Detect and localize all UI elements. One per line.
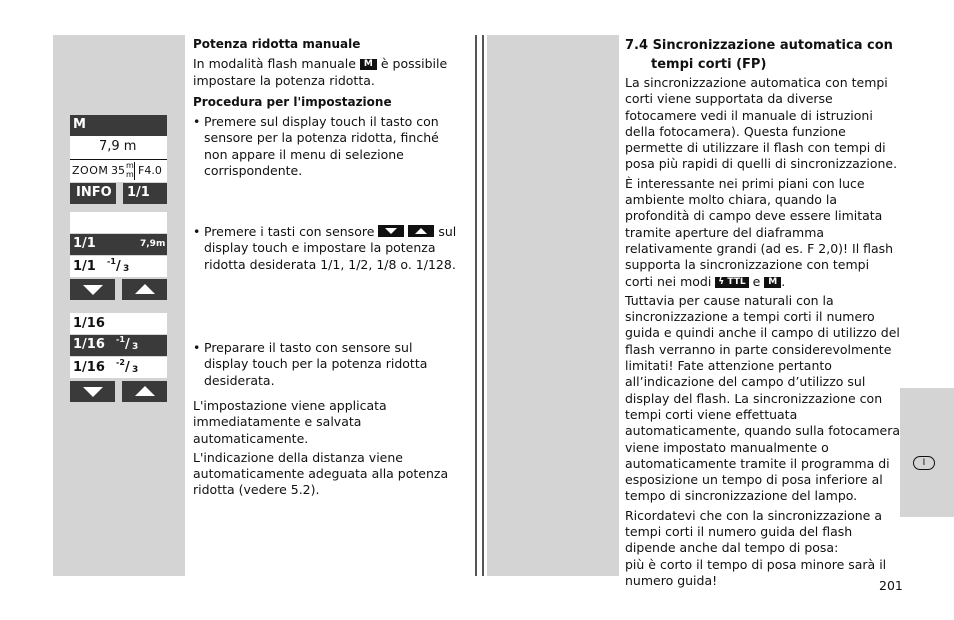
heading-reduced-power: Potenza ridotta manuale bbox=[193, 37, 361, 51]
manual-mode-badge-2: M bbox=[764, 277, 781, 288]
power-row-3[interactable] bbox=[70, 357, 167, 378]
right-paragraph-3: Tuttavia per cause naturali con la sincronizzazione a tempi corti il numero guida e quindi anche il campo di utilizzo del flash verranno in parte considerevolmente limitati! Fate attenzione pertanto all’indicazione del campo d’utilizzo sul display del flash. La sincronizzazione con tempi corti viene effettuata automaticamente, quando sulla fotocamera viene impostato manualmente o automaticamente tramite il programma di esposizione un tempo di posa inferiore al tempo di sincronizzazione del lampo. bbox=[625, 292, 901, 504]
paragraph-distance: L'indicazione della distanza viene automaticamente adeguata alla potenza ridotta (vedere 5.2). bbox=[193, 449, 449, 498]
paragraph-applied: L'impostazione viene applicata immediatamente e salvata automaticamente. bbox=[193, 398, 387, 446]
arrow-down-button[interactable] bbox=[70, 279, 115, 300]
right-paragraph-2-end: . bbox=[781, 273, 786, 289]
zoom-value: 35 bbox=[111, 164, 125, 177]
power-row-2-slash: / bbox=[125, 337, 130, 352]
power-button[interactable] bbox=[123, 183, 167, 204]
power-row-3-main: 1/16 bbox=[73, 360, 105, 375]
left-closing-paragraphs bbox=[193, 398, 458, 502]
left-step-2 bbox=[193, 224, 458, 273]
ttl-mode-badge bbox=[715, 277, 748, 288]
power-button-label: 1/1 bbox=[127, 185, 150, 200]
section-number: 7.4 bbox=[625, 38, 649, 53]
power-step-row[interactable] bbox=[70, 256, 167, 277]
section-title-line-2: tempi corti (FP) bbox=[651, 57, 767, 72]
right-paragraph-2 bbox=[625, 176, 901, 290]
arrow-up-button-2[interactable] bbox=[122, 381, 167, 402]
info-button-label: INFO bbox=[76, 185, 112, 200]
section-title-line-1: Sincronizzazione automatica con bbox=[652, 38, 893, 53]
right-paragraph-4a: Ricordatevi che con la sincronizzazione a tempi corti il numero guida del flash dipende anche dal tempo di posa: bbox=[625, 507, 883, 556]
language-tab bbox=[900, 388, 954, 517]
zoom-unit-bottom: m bbox=[126, 170, 134, 179]
power-row-2-sub: 3 bbox=[132, 342, 139, 352]
arrow-down-button-2[interactable] bbox=[70, 381, 115, 402]
left-step-3 bbox=[193, 340, 458, 389]
power-row-2[interactable] bbox=[70, 335, 167, 356]
step-2 bbox=[193, 224, 458, 273]
power-selected-row[interactable] bbox=[70, 234, 167, 255]
column-divider-right bbox=[482, 35, 484, 576]
zoom-divider bbox=[134, 162, 135, 180]
power-step-main: 1/1 bbox=[73, 259, 96, 274]
heading-procedure: Procedura per l'impostazione bbox=[193, 94, 392, 109]
intro-text-b: è possibile impostare la potenza ridotta. bbox=[193, 56, 448, 88]
steps-list-1 bbox=[193, 114, 458, 179]
right-illustration-column bbox=[487, 35, 619, 576]
right-paragraph-4b: più è corto il tempo di posa minore sarà il numero guida! bbox=[625, 556, 887, 588]
blank-row bbox=[70, 212, 167, 233]
language-tab-label: I bbox=[913, 456, 935, 470]
step-2-text-a: Premere i tasti con sensore bbox=[204, 224, 375, 239]
right-paragraph-2-text: È interessante nei primi piani con luce ambiente molto chiara, quando la profondità di campo deve essere limitata tramite aperture del diaframma relativamente grandi (ad es. F 2,0)! Il flash supporta la sincronizzazione con tempi corti nei modi bbox=[625, 175, 894, 289]
ttl-label: TTL bbox=[727, 276, 746, 287]
page-number: 201 bbox=[879, 578, 903, 593]
arrow-down-icon bbox=[378, 225, 404, 237]
power-selected-value: 1/1 bbox=[73, 236, 96, 251]
power-row-2-sup: -1 bbox=[116, 335, 125, 344]
right-paragraph-2-and: e bbox=[752, 273, 761, 289]
zoom-label: ZOOM bbox=[72, 164, 109, 177]
info-button[interactable] bbox=[70, 183, 116, 204]
steps-list-3 bbox=[193, 340, 458, 389]
column-divider-left bbox=[475, 35, 477, 576]
intro-paragraph bbox=[193, 56, 458, 89]
zoom-unit-top: m bbox=[126, 161, 134, 170]
power-row-3-sub: 3 bbox=[132, 365, 139, 375]
power-distance: 7,9m bbox=[140, 239, 166, 249]
section-heading bbox=[625, 36, 901, 74]
mode-bar bbox=[70, 115, 167, 136]
power-row-1[interactable] bbox=[70, 313, 167, 334]
power-step-sup: -1 bbox=[107, 257, 116, 266]
aperture-value: F4.0 bbox=[138, 164, 162, 177]
intro-text-a: In modalità flash manuale bbox=[193, 56, 356, 72]
power-row-2-main: 1/16 bbox=[73, 337, 105, 352]
power-step-sub: 3 bbox=[123, 264, 130, 274]
power-step-slash: / bbox=[116, 259, 121, 274]
distance-value: 7,9 m bbox=[99, 139, 137, 154]
power-row-3-slash: / bbox=[125, 360, 130, 375]
right-paragraph-1: La sincronizzazione automatica con tempi corti viene supportata da diverse fotocamere vedi il manuale di istruzioni della fotocamera). Questa funzione permette di utilizzare il flash con tempi di posa più rapidi di quelli di sincronizzazione. bbox=[625, 75, 898, 172]
manual-mode-badge: M bbox=[360, 59, 377, 70]
steps-list-2 bbox=[193, 224, 458, 273]
arrow-up-icon bbox=[408, 225, 434, 237]
step-3: • Preparare il tasto con sensore sul display touch per la potenza ridotta desiderata. bbox=[193, 340, 458, 389]
left-text-column bbox=[193, 36, 458, 179]
power-row-3-sup: -2 bbox=[116, 358, 125, 367]
right-text-column bbox=[625, 36, 901, 592]
step-2-text-b: sul display touch e impostare la potenza ridotta desiderata 1/1, 1/2, 1/8 o. 1/128. bbox=[204, 224, 457, 272]
distance-row bbox=[70, 136, 167, 160]
zoom-row bbox=[70, 160, 167, 182]
flash-bolt-icon: ϟ bbox=[718, 276, 725, 287]
power-row-1-value: 1/16 bbox=[73, 316, 105, 331]
mode-label: M bbox=[73, 117, 86, 132]
arrow-up-button[interactable] bbox=[122, 279, 167, 300]
step-1: • Premere sul display touch il tasto con sensore per la potenza ridotta, finché non appare il menu di selezione corrispondente. bbox=[193, 114, 458, 179]
